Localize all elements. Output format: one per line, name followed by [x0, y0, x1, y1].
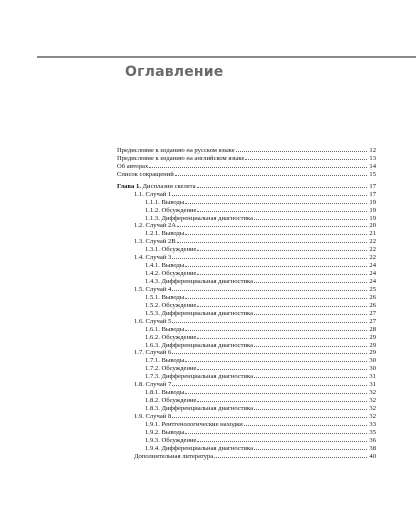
dot-leader	[254, 449, 367, 450]
toc-entry-page: 29	[369, 333, 376, 341]
toc-entry-page: 26	[369, 293, 376, 301]
dot-leader	[185, 393, 367, 394]
toc-front-entry[interactable]	[117, 163, 376, 171]
dot-leader	[185, 361, 367, 362]
dot-leader	[197, 369, 367, 370]
toc-front-entry[interactable]	[117, 171, 376, 179]
toc-entry-label: 1.5.2. Обсуждение	[145, 301, 197, 309]
table-of-contents	[117, 147, 376, 461]
toc-entry[interactable]	[117, 429, 376, 437]
chapter-page: 17	[369, 182, 376, 190]
toc-entry-label: 1.7.2. Обсуждение	[145, 365, 197, 373]
toc-entry[interactable]	[117, 254, 376, 262]
toc-entry-label: 1.8.1. Выводы	[145, 389, 185, 397]
toc-entry-label: 1.2. Случай 2A	[134, 222, 177, 230]
toc-entry[interactable]	[117, 326, 376, 334]
toc-entry[interactable]	[117, 230, 376, 238]
toc-entry-page: 29	[369, 349, 376, 357]
toc-entry-page: 21	[369, 230, 376, 238]
toc-entry[interactable]	[117, 310, 376, 318]
toc-entry-page: 32	[369, 405, 376, 412]
toc-entry-page: 13	[369, 154, 376, 162]
toc-entry-page: 32	[369, 412, 376, 420]
toc-entry-label: 1.6.3. Дифференциальная диагностика	[145, 341, 254, 349]
dot-leader	[149, 167, 367, 168]
toc-entry-label: 1.8.2. Обсуждение	[145, 397, 197, 405]
dot-leader	[197, 441, 367, 442]
toc-entry-page: 12	[369, 147, 376, 154]
toc-entry-page: 40	[369, 452, 376, 460]
toc-entry-page: 36	[369, 436, 376, 444]
toc-entry-page: 33	[369, 420, 376, 428]
dot-leader	[172, 290, 367, 291]
toc-entry-page: 19	[369, 214, 376, 222]
dot-leader	[197, 401, 367, 402]
dot-leader	[254, 282, 367, 283]
toc-entry-page: 31	[369, 381, 376, 389]
toc-entry[interactable]	[117, 437, 376, 445]
toc-entry-label: 1.7. Случай 6	[134, 349, 172, 357]
toc-entry-label: Предисловие к изданию на русском языке	[117, 147, 235, 154]
toc-entry-page: 38	[369, 444, 376, 452]
chapter-entries-list	[117, 191, 376, 461]
toc-entry[interactable]	[117, 389, 376, 397]
dot-leader	[172, 195, 367, 196]
dot-leader	[254, 314, 367, 315]
toc-entry-page: 25	[369, 285, 376, 293]
dot-leader	[172, 322, 367, 323]
toc-entry-page: 26	[369, 301, 376, 309]
dot-leader	[254, 346, 367, 347]
toc-entry-label: 1.5. Случай 4	[134, 285, 172, 293]
toc-entry-label: 1.8. Случай 7	[134, 381, 172, 389]
toc-entry[interactable]	[117, 349, 376, 357]
toc-entry[interactable]	[117, 365, 376, 373]
toc-entry-page: 27	[369, 317, 376, 325]
toc-entry[interactable]	[117, 207, 376, 215]
toc-entry[interactable]	[117, 381, 376, 389]
toc-entry-page: 35	[369, 428, 376, 436]
chapter-prefix: Глава 1.	[117, 182, 141, 190]
toc-entry-page: 22	[369, 254, 376, 262]
toc-entry[interactable]	[117, 413, 376, 421]
toc-entry[interactable]	[117, 286, 376, 294]
toc-entry-label: 1.3. Случай 2B	[134, 238, 176, 246]
toc-entry-label: 1.5.3. Дифференциальная диагностика	[145, 309, 254, 317]
dot-leader	[245, 159, 367, 160]
toc-entry-page: 20	[369, 222, 376, 230]
toc-entry[interactable]	[117, 445, 376, 453]
dot-leader	[197, 306, 367, 307]
toc-entry-label: 1.4.2. Обсуждение	[145, 270, 197, 278]
toc-entry-label: 1.9.2. Выводы	[145, 428, 185, 436]
toc-entry-label: 1.5.1. Выводы	[145, 293, 185, 301]
dot-leader	[254, 377, 367, 378]
toc-entry[interactable]	[117, 222, 376, 230]
chapter-heading[interactable]	[117, 183, 376, 191]
dot-leader	[236, 151, 367, 152]
toc-entry[interactable]	[117, 215, 376, 223]
toc-entry-label: 1.4.1. Выводы	[145, 262, 185, 270]
toc-entry-label: 1.4. Случай 3	[134, 254, 172, 262]
toc-entry-label: 1.1.3. Дифференциальная диагностика	[145, 214, 254, 222]
top-rule	[37, 56, 416, 58]
page-title: Оглавление	[125, 64, 224, 80]
toc-entry-page: 30	[369, 365, 376, 373]
dot-leader	[177, 242, 367, 243]
dot-leader	[172, 417, 367, 418]
toc-entry[interactable]	[117, 357, 376, 365]
toc-entry[interactable]	[117, 342, 376, 350]
toc-entry[interactable]	[117, 199, 376, 207]
toc-entry-page: 29	[369, 341, 376, 349]
toc-entry-page: 19	[369, 198, 376, 206]
toc-entry[interactable]	[117, 397, 376, 405]
toc-entry-label: 1.2.1. Выводы	[145, 230, 185, 238]
dot-leader	[244, 425, 367, 426]
toc-entry-label: Об авторах	[117, 162, 149, 170]
toc-entry-page: 14	[369, 162, 376, 170]
toc-entry-label: Дополнительная литература	[134, 452, 214, 460]
dot-leader	[177, 226, 367, 227]
toc-entry[interactable]	[117, 246, 376, 254]
toc-entry-page: 17	[369, 190, 376, 198]
toc-front-entry[interactable]	[117, 155, 376, 163]
toc-entry-page: 27	[369, 309, 376, 317]
chapter-label	[117, 183, 196, 191]
dot-leader	[185, 234, 367, 235]
chapter-title: Дисплазии скелета	[140, 182, 196, 190]
dot-leader	[172, 385, 367, 386]
dot-leader	[172, 353, 367, 354]
toc-entry-label: 1.3.1. Обсуждение	[145, 246, 197, 254]
toc-entry[interactable]	[117, 373, 376, 381]
toc-entry-page: 22	[369, 238, 376, 246]
toc-entry-label: 1.6.1. Выводы	[145, 325, 185, 333]
toc-entry-page: 28	[369, 325, 376, 333]
toc-entry[interactable]	[117, 334, 376, 342]
toc-entry[interactable]	[117, 270, 376, 278]
front-matter-list	[117, 147, 376, 179]
dot-leader	[254, 409, 367, 410]
dot-leader	[185, 330, 367, 331]
toc-entry[interactable]	[117, 405, 376, 413]
toc-entry-label: 1.1.1. Выводы	[145, 198, 185, 206]
toc-entry[interactable]	[117, 421, 376, 429]
toc-entry-label: 1.6. Случай 5	[134, 317, 172, 325]
toc-entry-page: 22	[369, 246, 376, 254]
toc-entry-page: 24	[369, 262, 376, 270]
toc-entry-label: 1.9.4. Дифференциальная диагностика	[145, 444, 254, 452]
toc-entry[interactable]	[117, 278, 376, 286]
toc-entry-label: 1.9. Случай 8	[134, 412, 172, 420]
toc-entry[interactable]	[117, 238, 376, 246]
toc-entry-page: 32	[369, 389, 376, 397]
toc-entry-page: 24	[369, 278, 376, 285]
dot-leader	[172, 258, 367, 259]
toc-entry-label: 1.7.1. Выводы	[145, 357, 185, 365]
toc-entry[interactable]	[117, 191, 376, 199]
toc-entry-label: Предисловие к изданию на английском языке	[117, 154, 245, 162]
dot-leader	[197, 274, 367, 275]
dot-leader	[254, 219, 367, 220]
toc-entry[interactable]	[117, 318, 376, 326]
toc-entry-label: 1.9.1. Рентгенологические находки	[145, 420, 243, 428]
dot-leader	[197, 211, 367, 212]
dot-leader	[185, 266, 367, 267]
toc-entry-page: 30	[369, 357, 376, 365]
dot-leader	[185, 433, 367, 434]
toc-entry-page: 31	[369, 373, 376, 381]
toc-entry-label: 1.8.3. Дифференциальная диагностика	[145, 405, 254, 412]
toc-entry-page: 32	[369, 397, 376, 405]
toc-entry[interactable]	[117, 302, 376, 310]
toc-entry-page: 24	[369, 270, 376, 278]
toc-entry-page: 19	[369, 206, 376, 214]
toc-front-entry[interactable]	[117, 147, 376, 155]
toc-entry[interactable]	[117, 294, 376, 302]
dot-leader	[197, 338, 367, 339]
toc-entry[interactable]	[117, 262, 376, 270]
dot-leader	[185, 203, 367, 204]
dot-leader	[185, 298, 367, 299]
dot-leader	[214, 457, 367, 458]
toc-entry-label: 1.1. Случай 1	[134, 190, 172, 198]
dot-leader	[197, 250, 367, 251]
toc-entry-label: 1.7.3. Дифференциальная диагностика	[145, 373, 254, 381]
toc-entry-label: 1.1.2. Обсуждение	[145, 206, 197, 214]
toc-entry-label: 1.9.3. Обсуждение	[145, 436, 197, 444]
toc-entry[interactable]	[117, 453, 376, 461]
toc-entry-label: Список сокращений	[117, 170, 174, 178]
toc-entry-label: 1.6.2. Обсуждение	[145, 333, 197, 341]
toc-entry-label: 1.4.3. Дифференциальная диагностика	[145, 278, 254, 285]
dot-leader	[197, 187, 367, 188]
dot-leader	[175, 175, 367, 176]
toc-entry-page: 15	[369, 170, 376, 178]
